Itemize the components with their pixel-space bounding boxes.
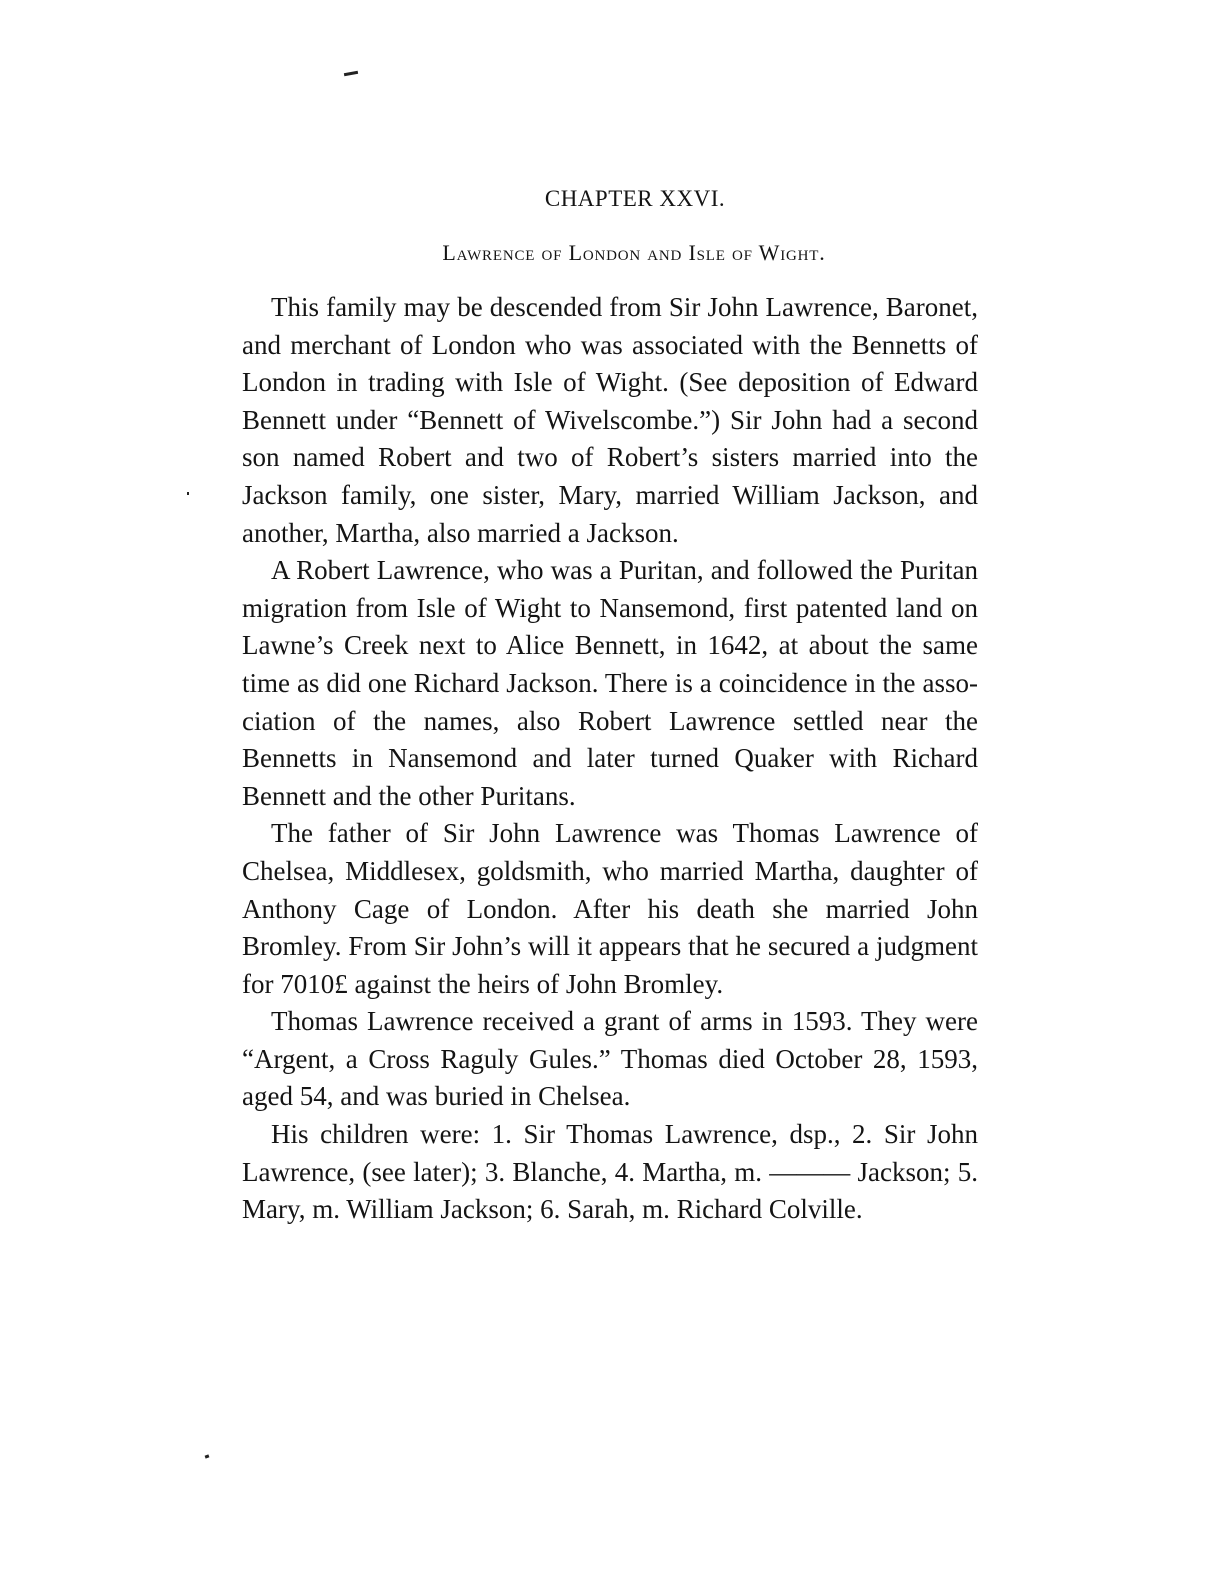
paragraph-1: This family may be descended from Sir John Lawrence, Baronet, and merchant of London who was associated with the Bennetts of London in trading with Isle of Wight. (See deposition of Edward Bennett under “Bennett of Wivelscombe.”) Sir John had a second son named Robert and two of Robert’s sisters married into the Jackson family, one sister, Mary, married William Jackson, and another, Martha, also married a Jackson.	[242, 292, 978, 548]
chapter-title: Lawrence of London and Isle of Wight.	[442, 240, 826, 265]
paragraph-5: His children were: 1. Sir Thomas Lawrence, dsp., 2. Sir John Lawrence, (see later); 3. Blanche, 4. Martha, m. ——— Jackson; 5. Mary, m. William Jackson; 6. Sarah, m. Richard Colville.	[242, 1119, 978, 1225]
chapter-body	[242, 289, 978, 1229]
ink-speck-bottom	[205, 1454, 210, 1458]
paragraph-2: A Robert Lawrence, who was a Puritan, and followed the Puritan migration from Isle of Wight to Nansemond, first patented land on Lawne’s Creek next to Alice Bennett, in 1642, at about the same time as did one Richard Jackson. There is a coincidence in the association of the names, also Robert Lawrence settled near the Bennetts in Nansemond and later turned Quaker with Richard Bennett and the other Puritans.	[242, 555, 978, 811]
ink-speck-left	[187, 492, 189, 495]
ink-speck-top	[344, 71, 358, 76]
paragraph-4: Thomas Lawrence received a grant of arms in 1593. They were “Argent, a Cross Raguly Gules.” Thomas died October 28, 1593, aged 54, and was buried in Chelsea.	[242, 1006, 978, 1112]
paragraph-3: The father of Sir John Lawrence was Thomas Lawrence of Chelsea, Middlesex, goldsmith, who married Martha, daughter of Anthony Cage of London. After his death she married John Bromley. From Sir John’s will it appears that he secured a judgment for 7010£ against the heirs of John Bromley.	[242, 818, 978, 999]
chapter-number: CHAPTER XXVI.	[544, 186, 726, 211]
